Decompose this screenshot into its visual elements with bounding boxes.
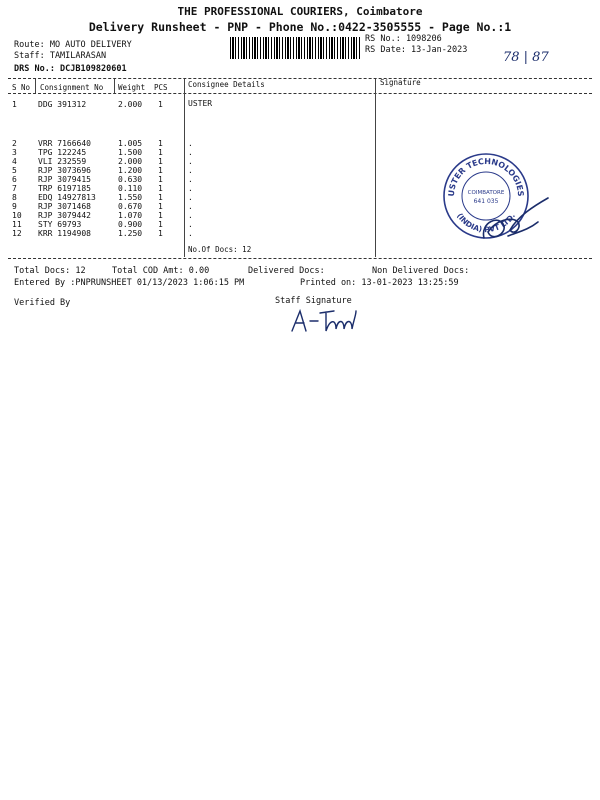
staff-label: Staff: TAMILARASAN	[14, 51, 107, 61]
cell-weight: 0.670	[118, 202, 143, 211]
drs-number: DRS No.: DCJB109820601	[14, 64, 127, 74]
cell-consignee: USTER	[188, 99, 213, 108]
cell-pcs: 1	[158, 148, 163, 157]
cell-weight: 2.000	[118, 157, 143, 166]
stamp-center-city: COIMBATORE	[467, 190, 505, 196]
cell-consignment: RJP 3079415	[38, 175, 91, 184]
cell-consignee: .	[188, 202, 193, 211]
company-title: THE PROFESSIONAL COURIERS, Coimbatore	[177, 5, 423, 18]
cell-sno: 12	[12, 229, 22, 238]
cell-weight: 1.200	[118, 166, 143, 175]
cell-pcs: 1	[158, 220, 163, 229]
col-divider	[114, 79, 115, 93]
total-cod-amount: Total COD Amt: 0.00	[112, 266, 210, 276]
cell-pcs: 1	[158, 202, 163, 211]
cell-consignment: TPG 122245	[38, 148, 87, 157]
cell-pcs: 1	[158, 175, 163, 184]
cell-consignment: VLI 232559	[38, 157, 87, 166]
cell-sno: 6	[12, 175, 17, 184]
staff-signature	[288, 305, 360, 335]
cell-consignment: VRR 7166640	[38, 139, 91, 148]
verified-by-label: Verified By	[14, 298, 71, 308]
cell-pcs: 1	[158, 211, 163, 220]
th-pcs: PCS	[154, 83, 168, 92]
col-divider	[375, 79, 376, 257]
cell-consignee: .	[188, 157, 193, 166]
cell-consignment: STY 69793	[38, 220, 82, 229]
cell-consignee: .	[188, 166, 193, 175]
cell-sno: 3	[12, 148, 17, 157]
cell-sno: 8	[12, 193, 17, 202]
non-delivered-docs: Non Delivered Docs:	[372, 266, 470, 276]
cell-consignment: TRP 6197185	[38, 184, 91, 193]
entered-by: Entered By :PNPRUNSHEET 01/13/2023 1:06:15 PM	[14, 278, 245, 288]
delivered-docs: Delivered Docs:	[248, 266, 325, 276]
cell-consignment: RJP 3071468	[38, 202, 91, 211]
table-header-rule	[8, 93, 592, 94]
total-docs: Total Docs: 12	[14, 266, 86, 276]
cell-sno: 5	[12, 166, 17, 175]
cell-consignment: RJP 3073696	[38, 166, 91, 175]
th-sno: S No	[12, 83, 31, 92]
cell-pcs: 1	[158, 100, 163, 109]
cell-weight: 1.070	[118, 211, 143, 220]
cell-consignee: .	[188, 184, 193, 193]
cell-pcs: 1	[158, 139, 163, 148]
table-bottom-rule	[8, 258, 592, 259]
receiver-signature	[478, 192, 554, 248]
cell-sno: 4	[12, 157, 17, 166]
cell-consignee: .	[188, 220, 193, 229]
cell-consignee: .	[188, 193, 193, 202]
cell-consignment: EDQ 14927813	[38, 193, 96, 202]
col-divider	[184, 79, 185, 257]
runsheet-subtitle: Delivery Runsheet - PNP - Phone No.:0422-3505555 - Page No.:1	[88, 20, 512, 34]
cell-pcs: 1	[158, 166, 163, 175]
cell-pcs: 1	[158, 157, 163, 166]
cell-consignment: DDG 391312	[38, 100, 87, 109]
cell-sno: 1	[12, 100, 17, 109]
staff-signature-label: Staff Signature	[275, 296, 352, 306]
stamp-center-pin: 641 035	[473, 198, 499, 205]
th-weight: Weight	[118, 83, 146, 92]
barcode	[230, 37, 360, 59]
cell-weight: 0.630	[118, 175, 143, 184]
cell-pcs: 1	[158, 229, 163, 238]
cell-consignee: .	[188, 229, 193, 238]
cell-consignee: .	[188, 175, 193, 184]
cell-sno: 2	[12, 139, 17, 148]
cell-weight: 2.000	[118, 100, 143, 109]
printed-on: Printed on: 13-01-2023 13:25:59	[300, 278, 459, 288]
cell-weight: 1.500	[118, 148, 143, 157]
cell-consignment: KRR 1194908	[38, 229, 91, 238]
cell-pcs: 1	[158, 184, 163, 193]
cell-sno: 9	[12, 202, 17, 211]
cell-pcs: 1	[158, 193, 163, 202]
stamp-bottom-text: (INDIA) PVT LTD.	[455, 211, 517, 235]
cell-consignment: RJP 3079442	[38, 211, 91, 220]
cell-weight: 1.005	[118, 139, 143, 148]
th-consignee: Consignee Details	[188, 80, 265, 89]
cell-sno: 10	[12, 211, 22, 220]
cell-weight: 0.110	[118, 184, 143, 193]
route-label: Route: MO AUTO DELIVERY	[14, 40, 132, 50]
no-of-docs: No.Of Docs: 12	[188, 245, 252, 254]
cell-weight: 0.900	[118, 220, 143, 229]
rs-number: RS No.: 1098206	[365, 34, 442, 44]
col-divider	[35, 79, 36, 93]
stamp-top-text: USTER TECHNOLOGIES	[446, 156, 526, 197]
table-top-rule	[8, 78, 592, 79]
th-signature: Signature	[380, 78, 421, 87]
rs-date: RS Date: 13-Jan-2023	[365, 45, 468, 55]
cell-sno: 11	[12, 220, 22, 229]
cell-sno: 7	[12, 184, 17, 193]
cell-weight: 1.550	[118, 193, 143, 202]
cell-consignee: .	[188, 148, 193, 157]
th-consignment: Consignment No	[40, 83, 104, 92]
handwritten-page-note: 78 | 87	[503, 50, 549, 65]
cell-weight: 1.250	[118, 229, 143, 238]
cell-consignee: .	[188, 211, 193, 220]
cell-consignee: .	[188, 139, 193, 148]
